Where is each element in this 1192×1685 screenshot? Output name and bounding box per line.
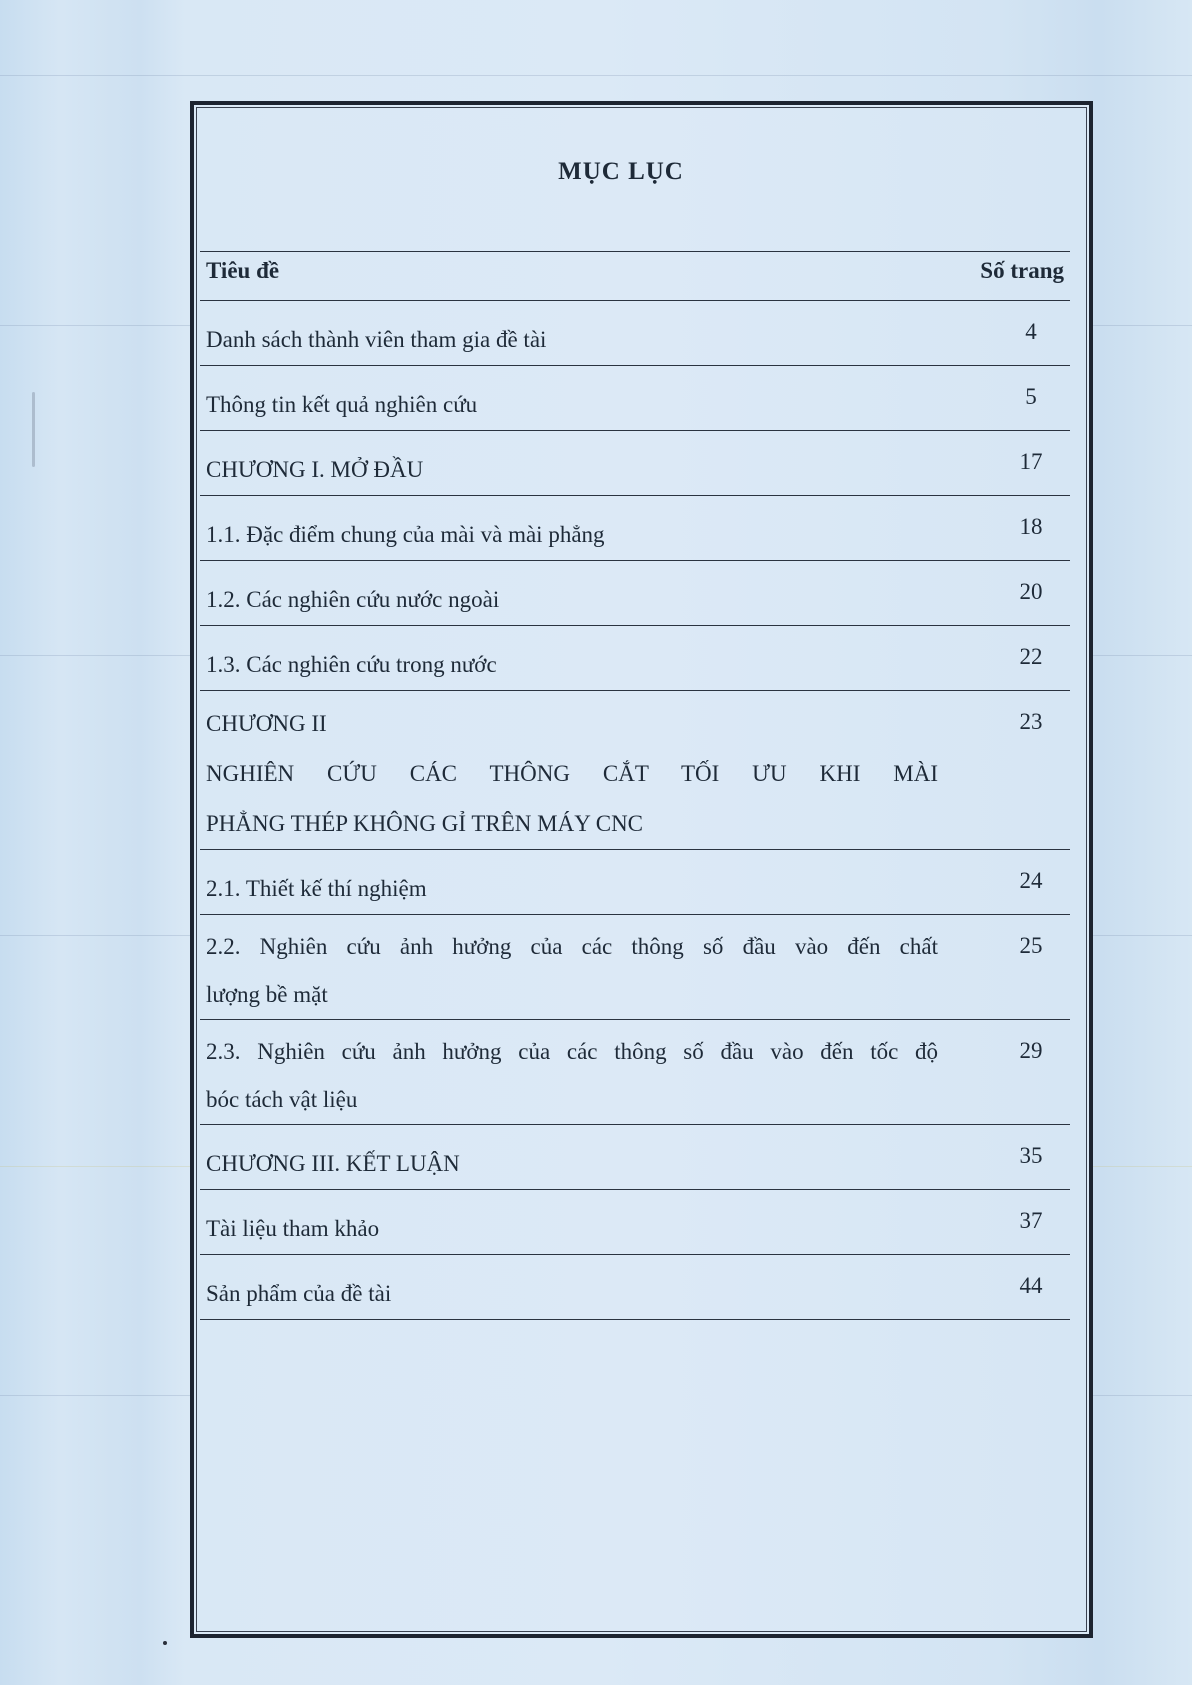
toc-row	[200, 496, 1070, 561]
binding-mark	[32, 392, 35, 467]
toc-entry-title	[200, 561, 960, 626]
toc-entry-title	[200, 1020, 960, 1125]
toc-entry-title	[200, 496, 960, 561]
toc-row	[200, 431, 1070, 496]
toc-entry-page: 44	[960, 1255, 1070, 1320]
toc-entry-title	[200, 301, 960, 366]
toc-entry-title	[200, 1255, 960, 1320]
toc-entry-page: 25	[960, 915, 1070, 1020]
toc-entry-line: CHƯƠNG III. KẾT LUẬN	[206, 1151, 460, 1176]
toc-entry-line: PHẲNG THÉP KHÔNG GỈ TRÊN MÁY CNC	[206, 811, 644, 836]
toc-row	[200, 691, 1070, 850]
toc-entry-page: 22	[960, 626, 1070, 691]
toc-entry-title	[200, 1190, 960, 1255]
toc-entry-line: lượng bề mặt	[206, 982, 328, 1007]
toc-entry-page: 5	[960, 366, 1070, 431]
toc-entry-title	[200, 1125, 960, 1190]
toc-row	[200, 626, 1070, 691]
toc-row	[200, 850, 1070, 915]
toc-entry-line: CHƯƠNG I. MỞ ĐẦU	[206, 457, 424, 482]
toc-header-row	[200, 252, 1070, 301]
toc-entry-title	[200, 366, 960, 431]
toc-row	[200, 366, 1070, 431]
scan-dot	[163, 1641, 167, 1645]
toc-entry-line: 2.3. Nghiên cứu ảnh hưởng của các thông số đầu vào đến tốc độ	[206, 1039, 938, 1064]
toc-row	[200, 1190, 1070, 1255]
toc-entry-page: 20	[960, 561, 1070, 626]
toc-entry-line: Thông tin kết quả nghiên cứu	[206, 392, 478, 417]
toc-entry-page: 29	[960, 1020, 1070, 1125]
toc-entry-title	[200, 915, 960, 1020]
toc-row	[200, 915, 1070, 1020]
toc-entry-line: 1.3. Các nghiên cứu trong nước	[206, 652, 497, 677]
scan-line	[0, 75, 1192, 76]
toc-entry-line: CHƯƠNG II	[206, 711, 327, 736]
toc-header-page: Số trang	[960, 252, 1070, 301]
toc-header-title: Tiêu đề	[200, 252, 960, 301]
toc-entry-title	[200, 431, 960, 496]
toc-entry-title	[200, 626, 960, 691]
toc-entry-title	[200, 850, 960, 915]
toc-entry-line: 1.1. Đặc điểm chung của mài và mài phẳng	[206, 522, 605, 547]
toc-entry-page: 24	[960, 850, 1070, 915]
toc-entry-line: 2.2. Nghiên cứu ảnh hưởng của các thông số đầu vào đến chất	[206, 934, 938, 959]
toc-row	[200, 561, 1070, 626]
toc-entry-page: 23	[960, 691, 1070, 850]
toc-table	[200, 251, 1070, 1320]
toc-entry-line: Tài liệu tham khảo	[206, 1216, 380, 1241]
toc-row	[200, 301, 1070, 366]
toc-row	[200, 1020, 1070, 1125]
toc-entry-line: 2.1. Thiết kế thí nghiệm	[206, 876, 427, 901]
toc-row	[200, 1255, 1070, 1320]
toc-entry-title	[200, 691, 960, 850]
toc-entry-line: 1.2. Các nghiên cứu nước ngoài	[206, 587, 500, 612]
toc-entry-page: 17	[960, 431, 1070, 496]
toc-entry-line: NGHIÊN CỨU CÁC THÔNG CẮT TỐI ƯU KHI MÀI	[206, 761, 938, 786]
toc-entry-line: bóc tách vật liệu	[206, 1087, 358, 1112]
toc-entry-line: Danh sách thành viên tham gia đề tài	[206, 327, 547, 352]
toc-entry-page: 4	[960, 301, 1070, 366]
toc-entry-line: Sản phẩm của đề tài	[206, 1281, 392, 1306]
toc-entry-page: 18	[960, 496, 1070, 561]
toc-entry-page: 37	[960, 1190, 1070, 1255]
toc-entry-page: 35	[960, 1125, 1070, 1190]
toc-row	[200, 1125, 1070, 1190]
toc-title: MỤC LỤC	[558, 158, 684, 185]
